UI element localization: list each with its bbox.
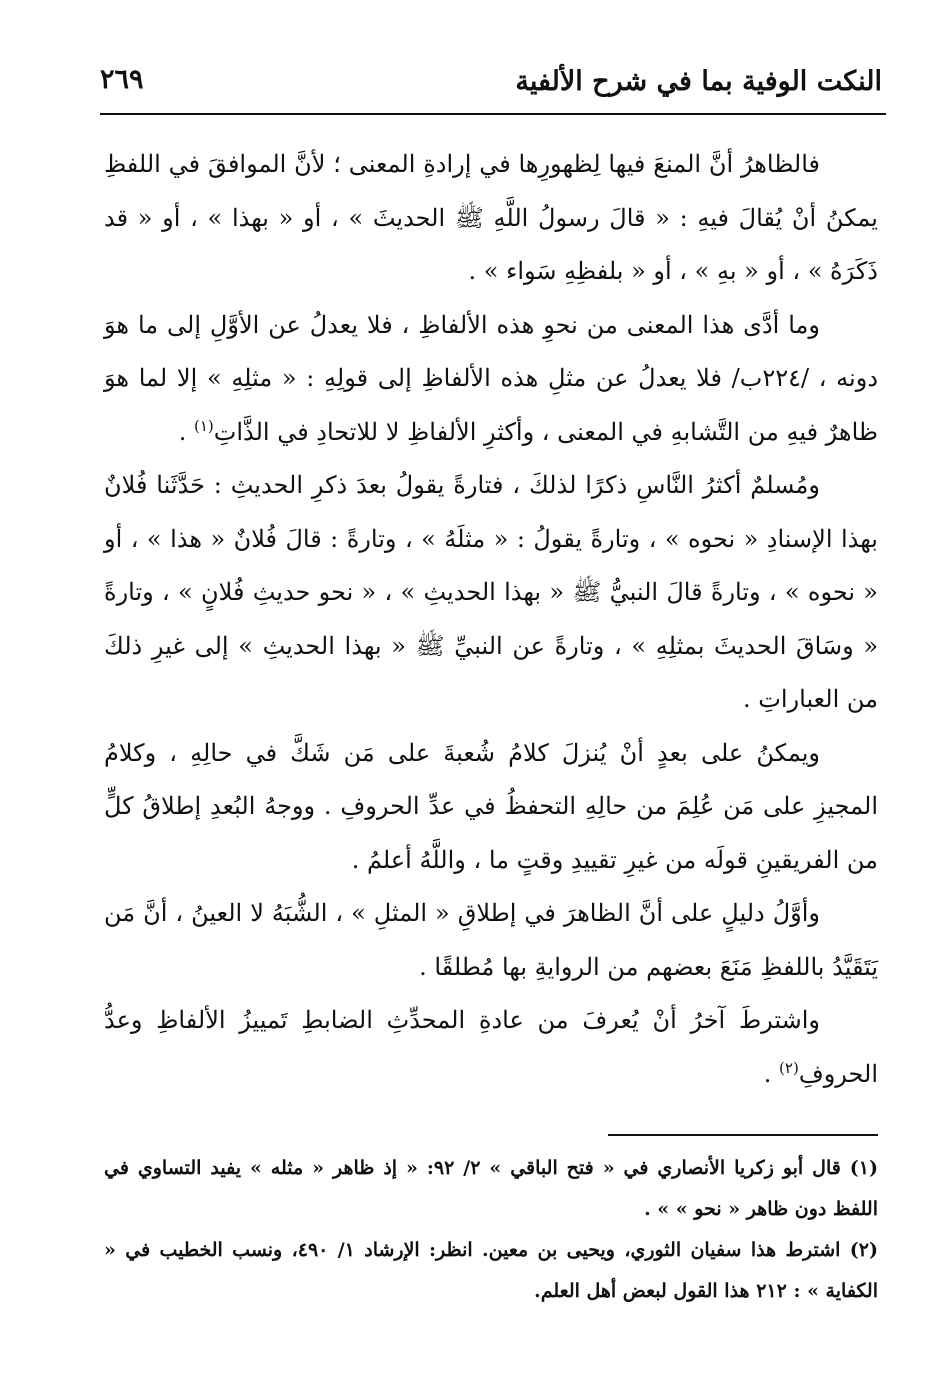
paragraph-text: وما أدَّى هذا المعنى من نحوِ هذه الألفاظِ ، فلا يعدلُ عن الأوَّلِ إلى ما هوَ دونه ، /٢٢٤ب/ فلا يعدلُ عن مثلِ هذه الألفاظِ إلى قولِهِ : « مثلِهِ » إلا لما هوَ ظاهرٌ فيهِ من التَّشابهِ في المعنى ، وأكثرِ الألفاظِ لا للاتحادِ في الذَّاتِ bbox=[104, 310, 879, 446]
paragraph-text: فالظاهرُ أنَّ المنعَ فيها لِظهورِها في إرادةِ المعنى ؛ لأنَّ الموافقَ في اللفظِ يمكنُ أنْ يُقالَ فيهِ : « قالَ رسولُ اللَّهِ ﷺ الحديثَ » ، أو « بهذا » ، أو « قد ذَكَرَهُ » ، أو « بهِ » ، أو « بلفظِهِ سَواء » . bbox=[104, 150, 878, 285]
header-rule bbox=[100, 113, 886, 115]
page-header bbox=[100, 58, 882, 114]
running-title: النكت الوفية بما في شرح الألفية bbox=[515, 66, 882, 97]
paragraph bbox=[104, 299, 878, 460]
footnote-2: (٢) اشترط هذا سفيان الثوري، ويحيى بن معين. انظر: الإرشاد ١/ ٤٩٠، ونسب الخطيب في « الكفاية » : ٢١٢ هذا القول لبعض أهل العلم. bbox=[104, 1239, 879, 1302]
footnote-1: (١) قال أبو زكريا الأنصاري في « فتح الباقي » ٢/ ٩٢: « إذ ظاهر « مثله » يفيد التساوي في اللفظ دون ظاهر « نحو » » . bbox=[104, 1157, 879, 1220]
sentence-end: . bbox=[178, 417, 194, 446]
footnotes bbox=[104, 1148, 878, 1312]
paragraph-text: واشترطَ آخرُ أنْ يُعرفَ من عادةِ المحدِّثِ الضابطِ تَمييزُ الألفاظِ وعدُّ الحروفِ bbox=[104, 1006, 878, 1088]
sentence-end: . bbox=[763, 1059, 780, 1088]
main-text bbox=[104, 138, 878, 1101]
paragraph bbox=[104, 459, 878, 727]
footnote-reference-1[interactable]: (١) bbox=[193, 416, 214, 435]
paragraph bbox=[104, 727, 878, 888]
paragraph bbox=[104, 138, 878, 299]
paragraph-text: ويمكنُ على بعدٍ أنْ يُنزلَ كلامُ شُعبةَ على مَن شَكَّ في حالِهِ ، وكلامُ المجيزِ على مَن عُلِمَ من حالِهِ التحفظُ في عدِّ الحروفِ . ووجهُ البُعدِ إطلاقُ كلٍّ من الفريقينِ قولَه من غيرِ تقييدِ وقتٍ ما ، واللَّهُ أعلمُ . bbox=[104, 738, 878, 874]
paragraph bbox=[104, 994, 878, 1101]
footnote-separator bbox=[608, 1134, 878, 1136]
page-number: ٢٦٩ bbox=[100, 64, 144, 95]
paragraph bbox=[104, 887, 878, 994]
paragraph-text: ومُسلمٌ أكثرُ النَّاسِ ذكرًا لذلكَ ، فتارةً يقولُ بعدَ ذكرِ الحديثِ : حَدَّثَنا فُلانٌ بهذا الإسنادِ « نحوه » ، وتارةً يقولُ : « مثلَهُ » ، وتارةً : قالَ فُلانٌ « هذا » ، أو « نحوه » ، وتارةً قالَ النبيُّ ﷺ « بهذا الحديثِ » ، « نحو حديثِ فُلانٍ » ، وتارةً « وسَاقَ الحديثَ بمثلِهِ » ، وتارةً عن النبيِّ ﷺ « بهذا الحديثِ » إلى غيرِ ذلكَ من العباراتِ . bbox=[104, 471, 878, 713]
footnote-reference-2[interactable]: (٢) bbox=[779, 1058, 799, 1077]
paragraph-text: وأوَّلُ دليلٍ على أنَّ الظاهرَ في إطلاقِ « المثلِ » ، الشُّبَهُ لا العينُ ، أنَّ مَن يَتَقَيَّدُ باللفظِ مَنَعَ بعضهم من الروايةِ بها مُطلقًا . bbox=[104, 899, 878, 981]
